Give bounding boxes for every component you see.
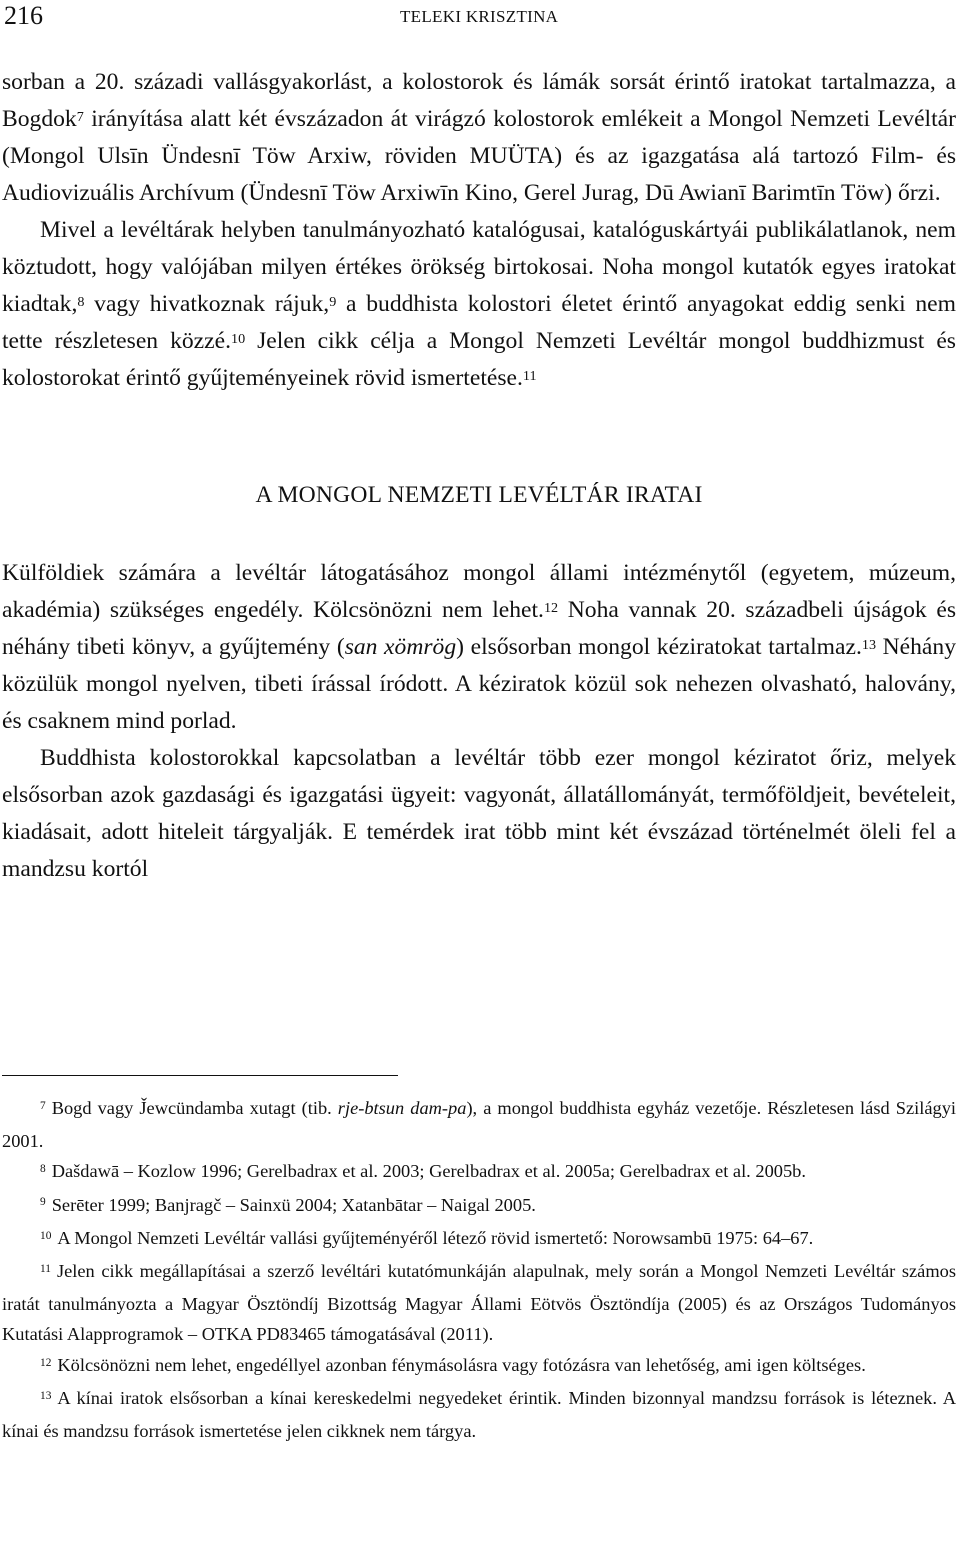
- section-paragraph-1: [2, 555, 956, 740]
- running-head: [2, 0, 956, 46]
- footnote-ref-8: 8: [77, 294, 85, 311]
- intro-p2-text-d: Jelen cikk célja a Mongol Nemzeti Levéltár mongol buddhizmust és kolostorokat érintő gyűjteményeinek rövid ismertetése.: [2, 328, 956, 391]
- footnote-11-text: Jelen cikk megállapításai a szerző levéltári kutatómunkáján alapulnak, mely során a Mongol Nemzeti Levéltár számos iratát tanulmányozta a Magyar Ösztöndíj Bizottság Magyar Állami Eötvös Ösztöndíja (2005) és az Országos Tudományos Kutatási Alapprogramok – OTKA PD83465 támogatásával (2011).: [2, 1261, 956, 1345]
- running-title: TELEKI KRISZTINA: [400, 7, 559, 26]
- section-p1-term: san xömrög: [344, 634, 457, 660]
- footnote-mark-13: 13: [40, 1389, 52, 1402]
- intro-p1-text-a: sorban a 20. századi vallásgyakorlást, a kolostorok és lámák sorsát érintő iratokat tartalmazza, a Bogdok: [2, 69, 956, 132]
- section-body: [2, 555, 956, 888]
- footnote-ref-13: 13: [861, 637, 877, 654]
- footnote-7: [2, 1093, 956, 1156]
- page-number: 216: [4, 1, 43, 30]
- section-heading: A MONGOL NEMZETI LEVÉLTÁR IRATAI: [255, 482, 703, 508]
- footnote-mark-7: 7: [40, 1099, 46, 1112]
- section-p1-text-d: Néhány közülük mongol nyelven, tibeti írással íródott. A kéziratok közül sok nehezen olvasható, halovány, és csaknem mind porlad.: [2, 634, 957, 734]
- footnote-13: [2, 1383, 956, 1446]
- footnote-mark-9: 9: [40, 1196, 46, 1209]
- footnote-12: [2, 1350, 956, 1383]
- footnote-mark-11: 11: [40, 1262, 51, 1275]
- footnote-13-text: A kínai iratok elsősorban a kínai kereskedelmi negyedeket érintik. Minden bizonnyal mandzsu források is léteznek. A kínai és mandzsu források ismertetése jelen cikknek nem tárgya.: [2, 1387, 956, 1442]
- footnote-7-text-a: Bogd vagy J̌ewcündamba xutagt (tib.: [51, 1098, 338, 1118]
- footnote-12-text: Kölcsönözni nem lehet, engedéllyel azonban fénymásolásra vagy fotózásra van lehetőség, ami igen költséges.: [57, 1354, 866, 1375]
- footnote-divider: [2, 1075, 398, 1076]
- footnote-8: [2, 1156, 956, 1189]
- intro-p2-text-c: a buddhista kolostori életet érintő anyagokat eddig senki nem tette részletesen közzé.: [2, 291, 956, 354]
- intro-p2-text-b: vagy hivatkoznak rájuk,: [84, 291, 330, 317]
- footnote-7-text-b: ), a mongol buddhista egyház vezetője. Részletesen lásd Szilágyi 2001.: [2, 1098, 956, 1152]
- footnote-mark-10: 10: [40, 1229, 52, 1242]
- section-p1-text-c: ) elsősorban mongol kéziratokat tartalmaz.: [456, 634, 862, 660]
- section-p1-text-b: Noha vannak 20. századbeli újságok és néhány tibeti könyv, a gyűjtemény (: [2, 597, 956, 660]
- footnote-mark-8: 8: [40, 1163, 46, 1176]
- footnote-9-text: Serēter 1999; Banjragč – Sainxü 2004; Xatanbātar – Naigal 2005.: [51, 1194, 536, 1215]
- intro-p1-text-b: irányítása alatt két évszázadon át virágzó kolostorok emlékeit a Mongol Nemzeti Levéltár (Mongol Ulsīn Ündesnī Töw Arxiw, röviden MUÜTA) és az igazgatása alá tartozó Film- és Audiovizuális Archívum (Ündesnī Töw Arxiwīn Kino, Gerel Jurag, Dū Awianī Barimtīn Töw) őrzi.: [2, 106, 956, 206]
- footnote-8-text: Dašdawā – Kozlow 1996; Gerelbadrax et al. 2003; Gerelbadrax et al. 2005a; Gerelbadrax et al. 2005b.: [51, 1161, 806, 1182]
- body-text: [2, 64, 956, 888]
- footnote-10-text: A Mongol Nemzeti Levéltár vallási gyűjteményéről létező rövid ismertető: Norowsambū 1975: 64–67.: [57, 1227, 814, 1248]
- footnote-11: [2, 1256, 956, 1350]
- footnote-ref-7: 7: [76, 109, 84, 126]
- footnotes: [2, 1093, 956, 1446]
- intro-p2-text-a: Mivel a levéltárak helyben tanulmányozható katalógusai, katalóguskártyái publikálatlanok, nem köztudott, hogy valójában milyen értékes örökség birtokosai. Noha mongol kutatók egyes iratokat kiadtak,: [2, 217, 956, 317]
- footnote-ref-9: 9: [329, 294, 337, 311]
- intro-paragraph-2: [2, 212, 956, 397]
- footnote-9: [2, 1190, 956, 1223]
- intro-paragraph-1: [2, 64, 956, 212]
- footnote-ref-11: 11: [522, 368, 537, 385]
- footnote-7-italic: rje-btsun dam-pa: [337, 1098, 467, 1118]
- footnote-10: [2, 1223, 956, 1256]
- footnote-ref-12: 12: [543, 600, 559, 617]
- footnote-mark-12: 12: [40, 1356, 52, 1369]
- section-p1-text-a: Külföldiek számára a levéltár látogatásához mongol állami intézménytől (egyetem, múzeum, akadémia) szükséges engedély. Kölcsönözni nem lehet.: [2, 560, 956, 623]
- footnote-ref-10: 10: [230, 331, 246, 348]
- section-paragraph-2: Buddhista kolostorokkal kapcsolatban a levéltár több ezer mongol kéziratot őriz, melyek elsősorban azok gazdasági és igazgatási ügyeit: vagyonát, állatállományát, termőföldjeit, bevételeit, kiadásait, adott hiteleit tárgyalják. E temérdek irat több mint két évszázad történelmét öleli fel a mandzsu kortól: [2, 745, 956, 882]
